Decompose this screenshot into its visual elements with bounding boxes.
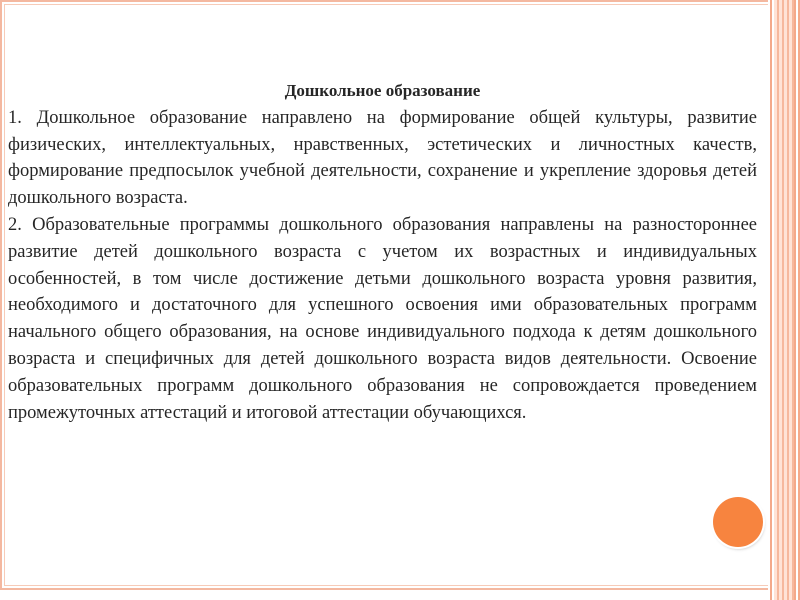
paragraph-2: 2. Образовательные программы дошкольного образования направлены на разностороннее развитие детей дошкольного возраста с учетом их возрастных и индивидуальных особенностей, в том числе достижение детьми дошкольного возраста уровня развития, необходимого и достаточного для успешного освоения ими образовательных программ начального общего образования, на основе индивидуального подхода к детям дошкольного возраста и специфичных для детей дошкольного возраста видов деятельности. Освоение образовательных программ дошкольного образования не сопровождается проведением промежуточных аттестаций и итоговой аттестации обучающихся. (8, 214, 757, 423)
slide-content (8, 78, 757, 426)
orange-circle-decoration (713, 497, 763, 547)
decorative-stripe-band (768, 0, 800, 600)
slide-title: Дошкольное образование (284, 81, 481, 100)
decorative-stripe-inner (774, 0, 794, 600)
paragraph-1: 1. Дошкольное образование направлено на формирование общей культуры, развитие физических, интеллектуальных, нравственных, эстетических и личностных качеств, формирование предпосылок учебной деятельности, сохранение и укрепление здоровья детей дошкольного возраста. (8, 107, 757, 209)
